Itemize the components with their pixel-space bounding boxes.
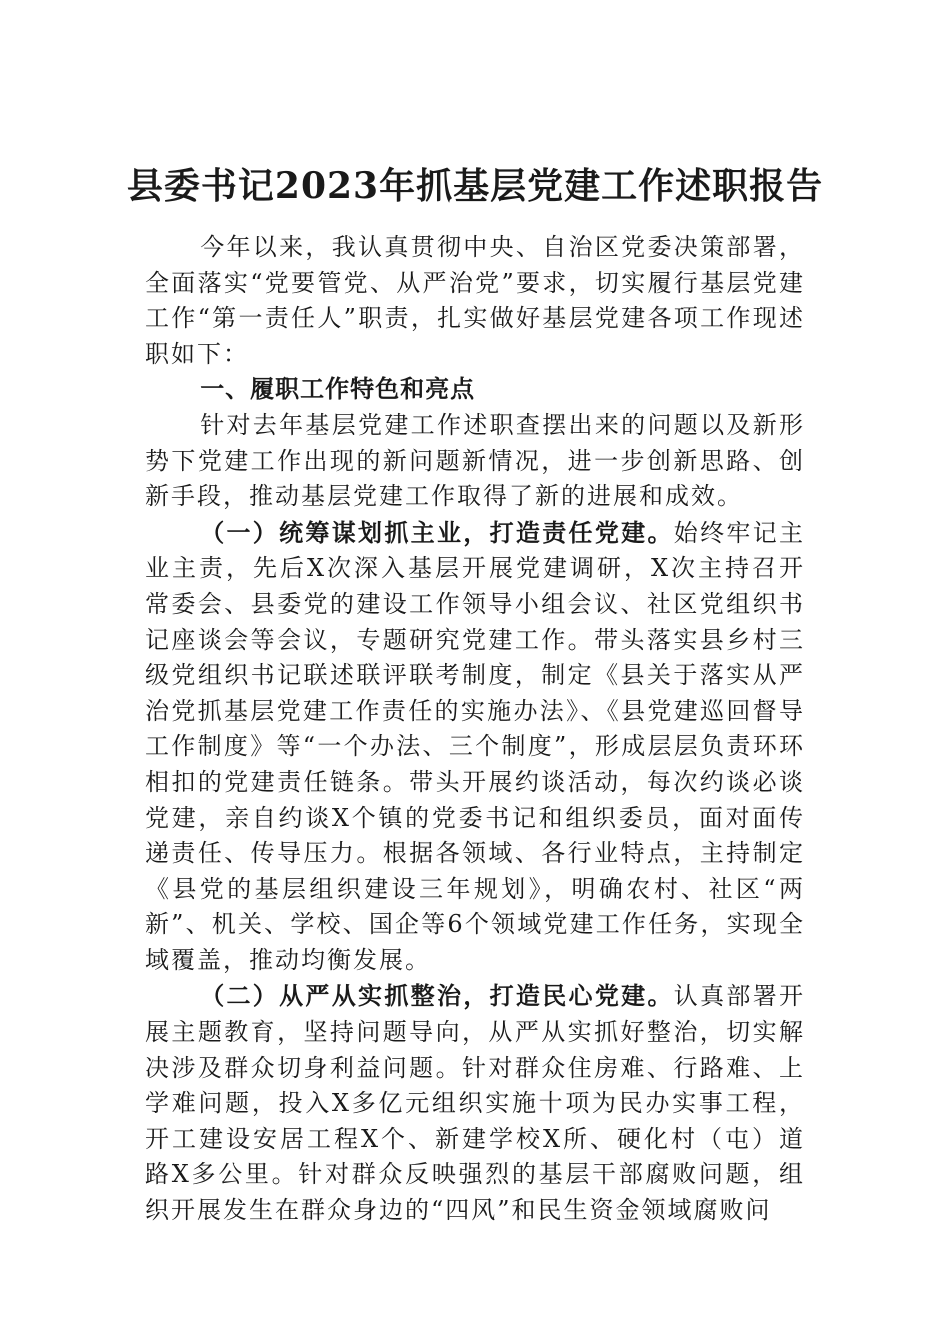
item-lead-1: （一）统筹谋划抓主业，打造责任党建。 xyxy=(200,517,674,547)
item-lead-2: （二）从严从实抓整治，打造民心党建。 xyxy=(200,981,674,1011)
section-intro-paragraph: 针对去年基层党建工作述职查摆出来的问题以及新形势下党建工作出现的新问题新情况，进一步创新思路、创新手段，推动基层党建工作取得了新的进展和成效。 xyxy=(145,410,805,511)
section-heading: 一、履职工作特色和亮点 xyxy=(200,375,476,404)
item-text-1: 始终牢记主业主责，先后X次深入基层开展党建调研，X次主持召开常委会、县委党的建设工作领导小组会议、社区党组织书记座谈会等会议，专题研究党建工作。带头落实县乡村三级党组织书记联述联评联考制度，制定《县关于落实从严治党抓基层党建工作责任的实施办法》、《县党建巡回督导工作制度》等“一个办法、三个制度”，形成层层负责环环相扣的党建责任链条。带头开展约谈活动，每次约谈必谈党建，亲自约谈X个镇的党委书记和组织委员，面对面传递责任、传导压力。根据各领域、各行业特点，主持制定《县党的基层组织建设三年规划》，明确农村、社区“两新”、机关、学校、国企等6个领域党建工作任务，实现全域覆盖，推动均衡发展。 xyxy=(145,518,806,974)
item-paragraph-1 xyxy=(145,515,805,979)
document-body xyxy=(145,230,805,1229)
document-title: 县委书记2023年抓基层党建工作述职报告 xyxy=(126,165,824,207)
item-text-2: 认真部署开展主题教育，坚持问题导向，从严从实抓好整治，切实解决涉及群众切身利益问题。针对群众住房难、行路难、上学难问题，投入X多亿元组织实施十项为民办实事工程，开工建设安居工程X个、新建学校X所、硬化村（屯）道路X多公里。针对群众反映强烈的基层干部腐败问题，组织开展发生在群众身边的“四风”和民生资金领域腐败问 xyxy=(145,982,806,1225)
intro-paragraph: 今年以来，我认真贯彻中央、自治区党委决策部署，全面落实“党要管党、从严治党”要求，切实履行基层党建工作“第一责任人”职责，扎实做好基层党建各项工作现述职如下： xyxy=(145,233,805,368)
item-paragraph-2 xyxy=(145,978,805,1228)
